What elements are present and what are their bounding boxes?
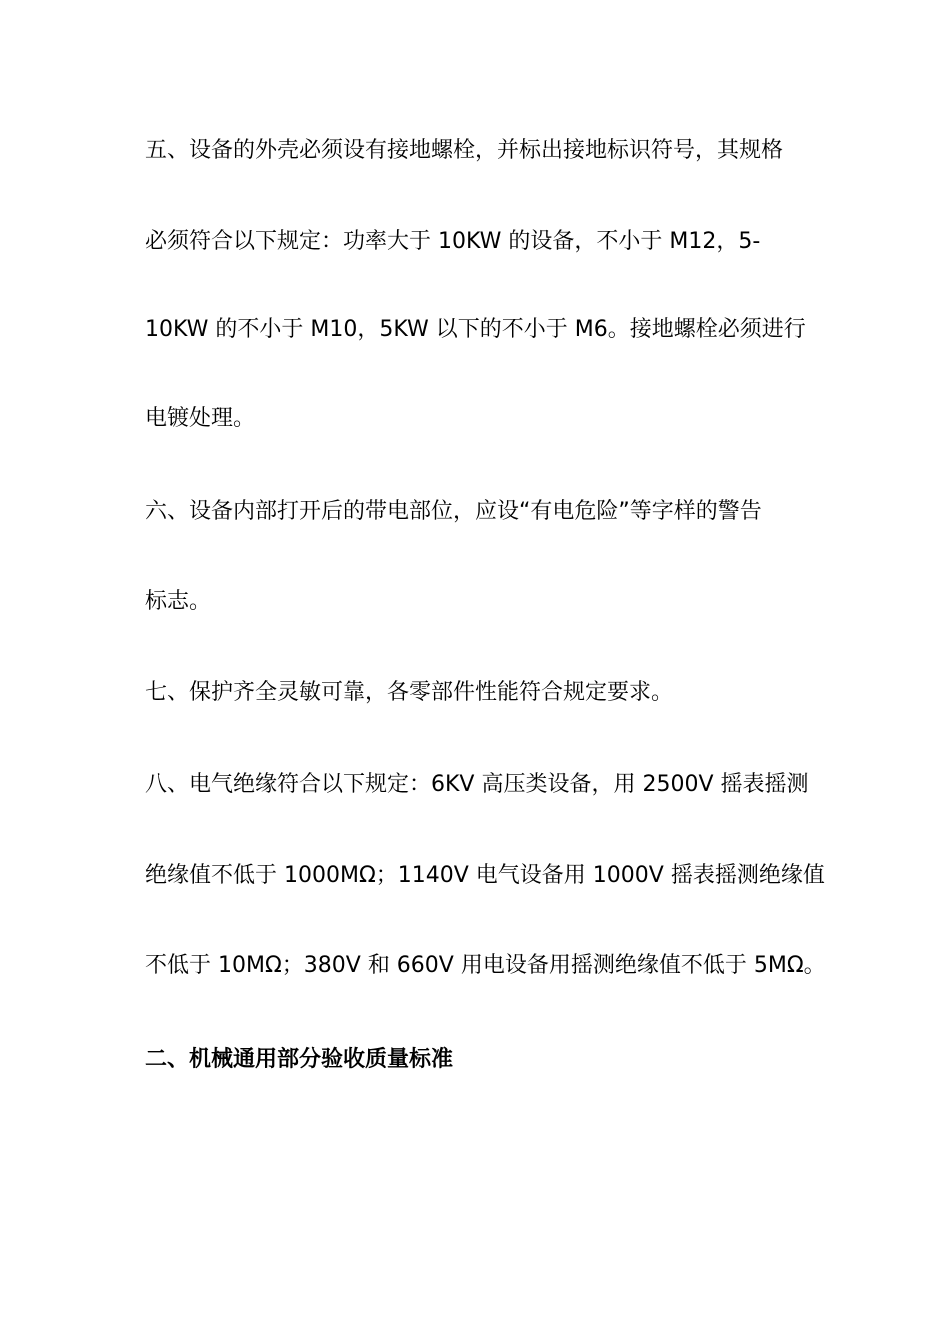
section-heading: 二、机械通用部分验收质量标准 — [145, 1047, 454, 1072]
paragraph-line: 必须符合以下规定：功率大于 10KW 的设备，不小于 M12，5- — [145, 229, 761, 254]
paragraph-line: 六、设备内部打开后的带电部位，应设“有电危险”等字样的警告 — [145, 499, 762, 524]
paragraph-line: 七、保护齐全灵敏可靠，各零部件性能符合规定要求。 — [145, 680, 674, 705]
paragraph-line: 标志。 — [145, 589, 212, 614]
paragraph-line: 不低于 10MΩ；380V 和 660V 用电设备用摇测绝缘值不低于 5MΩ。 — [145, 953, 826, 978]
paragraph-line: 10KW 的不小于 M10，5KW 以下的不小于 M6。接地螺栓必须进行 — [145, 317, 806, 342]
paragraph-line: 五、设备的外壳必须设有接地螺栓，并标出接地标识符号，其规格 — [145, 138, 784, 163]
paragraph-line: 绝缘值不低于 1000MΩ；1140V 电气设备用 1000V 摇表摇测绝缘值 — [145, 863, 825, 888]
paragraph-line: 八、电气绝缘符合以下规定：6KV 高压类设备，用 2500V 摇表摇测 — [145, 772, 809, 797]
paragraph-line: 电镀处理。 — [145, 406, 256, 431]
